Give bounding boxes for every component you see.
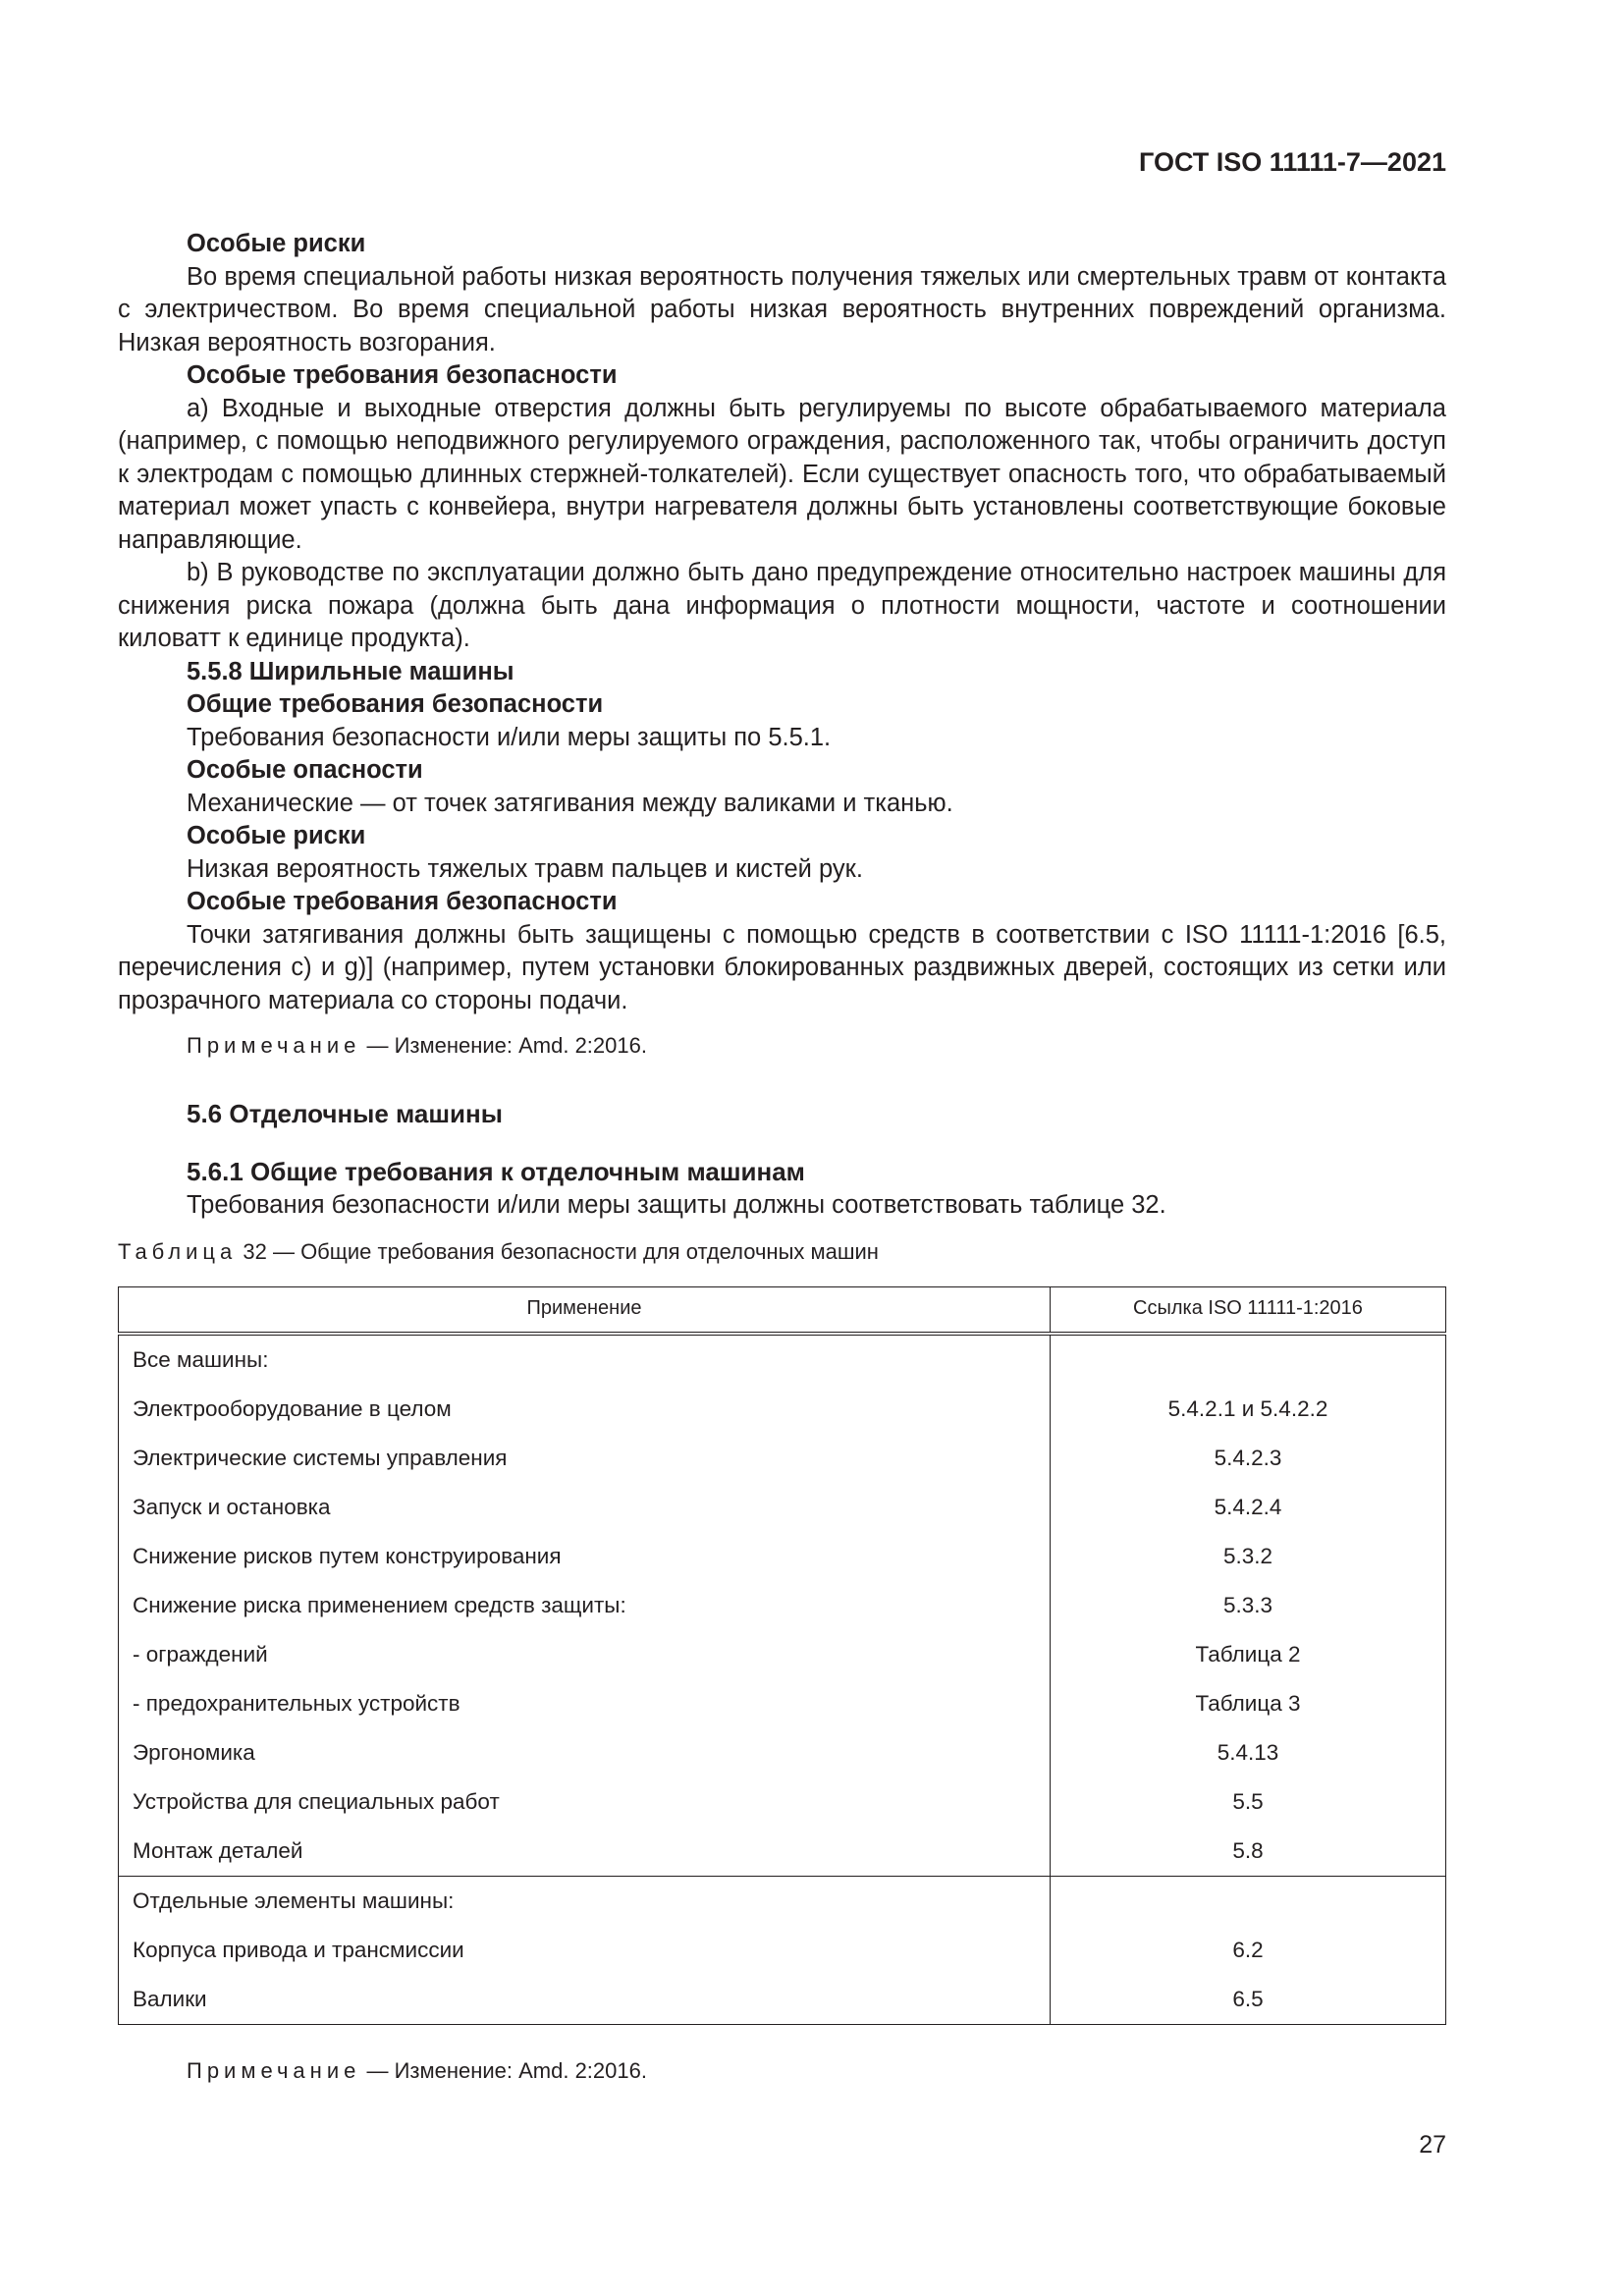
section-5-6-title: 5.6 Отделочные машины bbox=[187, 1098, 503, 1128]
table-row bbox=[119, 1876, 1446, 1926]
heading-safety-requirements: Особые требования безопасности bbox=[187, 361, 618, 389]
table-cell-reference: 5.4.2.3 bbox=[1051, 1434, 1446, 1483]
table-row bbox=[119, 1679, 1446, 1728]
section-5-6-1-title: 5.6.1 Общие требования к отделочным машинам bbox=[187, 1157, 805, 1186]
heading-special-risks-2: Особые риски bbox=[187, 822, 366, 849]
paragraph-special-hazards: Механические — от точек затягивания между валиками и тканью. bbox=[187, 789, 953, 817]
table-cell-reference: Таблица 3 bbox=[1051, 1679, 1446, 1728]
requirements-table bbox=[118, 1286, 1446, 2025]
table-cell-reference: 5.8 bbox=[1051, 1827, 1446, 1877]
table-row bbox=[119, 1728, 1446, 1777]
page-number: 27 bbox=[1419, 2131, 1446, 2159]
note-1-text: — Изменение: Amd. 2:2016. bbox=[360, 1033, 647, 1058]
paragraph-general-requirements: Требования безопасности и/или меры защиты по 5.5.1. bbox=[187, 723, 832, 751]
table-cell-application: Снижение риска применением средств защиты: bbox=[119, 1581, 1051, 1630]
table-cell-reference: 5.4.13 bbox=[1051, 1728, 1446, 1777]
table-cell-reference: 6.5 bbox=[1051, 1975, 1446, 2025]
table-cell-reference: 6.2 bbox=[1051, 1926, 1446, 1975]
table-row bbox=[119, 1777, 1446, 1827]
note-1-label: Примечание bbox=[187, 1033, 361, 1058]
table-cell-application: Валики bbox=[119, 1975, 1051, 2025]
heading-safety-requirements-2: Особые требования безопасности bbox=[187, 888, 618, 915]
table-row bbox=[119, 1483, 1446, 1532]
table-label: Таблица bbox=[118, 1239, 238, 1264]
paragraph-safety-requirements-2: Точки затягивания должны быть защищены с помощью средств в соответствии с ISO 11111-1:2016 [6.5, перечисления с) и g)] (например, путем установки блокированных раздвижных дверей, состоящих из сетки или прозрачного материала со стороны подачи. bbox=[118, 920, 1446, 1014]
paragraph-special-risks-2: Низкая вероятность тяжелых травм пальцев и кистей рук. bbox=[187, 854, 863, 883]
table-cell-application: - предохранительных устройств bbox=[119, 1679, 1051, 1728]
table-cell-reference bbox=[1051, 1876, 1446, 1926]
table-caption bbox=[118, 1235, 1446, 1269]
table-row bbox=[119, 1581, 1446, 1630]
table-row bbox=[119, 1532, 1446, 1581]
table-cell-reference bbox=[1051, 1334, 1446, 1385]
table-cell-application: Запуск и остановка bbox=[119, 1483, 1051, 1532]
table-row bbox=[119, 1385, 1446, 1434]
paragraph-item-a: а) Входные и выходные отверстия должны быть регулируемы по высоте обрабатываемого материала (например, с помощью неподвижного регулируемого ограждения, расположенного так, чтобы ограничить доступ к электродам с помощью длинных стержней-толкателей). Если существует опасность того, что обрабатываемый материал может упасть с конвейера, внутри нагревателя должны быть установлены соответствующие боковые направляющие. bbox=[118, 394, 1446, 554]
table-cell-reference: 5.4.2.1 и 5.4.2.2 bbox=[1051, 1385, 1446, 1434]
table-row bbox=[119, 1827, 1446, 1877]
section-5-5-8-title: 5.5.8 Ширильные машины bbox=[187, 657, 514, 685]
table-row bbox=[119, 1975, 1446, 2025]
page-content bbox=[118, 228, 1446, 2087]
table-cell-application: Монтаж деталей bbox=[119, 1827, 1051, 1877]
table-cell-application: Отдельные элементы машины: bbox=[119, 1876, 1051, 1926]
heading-special-risks: Особые риски bbox=[187, 230, 366, 257]
note-2 bbox=[118, 2054, 1446, 2088]
table-cell-application: - ограждений bbox=[119, 1630, 1051, 1679]
heading-special-hazards: Особые опасности bbox=[187, 756, 423, 784]
note-2-label: Примечание bbox=[187, 2057, 361, 2083]
table-cell-application: Снижение рисков путем конструирования bbox=[119, 1532, 1051, 1581]
table-cell-reference: 5.4.2.4 bbox=[1051, 1483, 1446, 1532]
table-row bbox=[119, 1630, 1446, 1679]
table-cell-reference: Таблица 2 bbox=[1051, 1630, 1446, 1679]
note-1 bbox=[118, 1029, 1446, 1063]
paragraph-special-risks: Во время специальной работы низкая вероятность получения тяжелых или смертельных травм от контакта с электричеством. Во время специальной работы низкая вероятность внутренних повреждений организма. Низкая вероятность возгорания. bbox=[118, 262, 1446, 356]
table-row bbox=[119, 1434, 1446, 1483]
table-row bbox=[119, 1926, 1446, 1975]
table-cell-reference: 5.3.2 bbox=[1051, 1532, 1446, 1581]
table-cell-application: Устройства для специальных работ bbox=[119, 1777, 1051, 1827]
table-cell-application: Эргономика bbox=[119, 1728, 1051, 1777]
table-header-reference: Ссылка ISO 11111-1:2016 bbox=[1051, 1286, 1446, 1334]
table-cell-application: Все машины: bbox=[119, 1334, 1051, 1385]
document-header: ГОСТ ISO 11111-7—2021 bbox=[1139, 147, 1446, 177]
table-cell-reference: 5.5 bbox=[1051, 1777, 1446, 1827]
heading-general-requirements: Общие требования безопасности bbox=[187, 690, 604, 718]
table-row bbox=[119, 1334, 1446, 1385]
table-cell-reference: 5.3.3 bbox=[1051, 1581, 1446, 1630]
table-cell-application: Корпуса привода и трансмиссии bbox=[119, 1926, 1051, 1975]
table-caption-text: 32 — Общие требования безопасности для отделочных машин bbox=[237, 1239, 879, 1264]
note-2-text: — Изменение: Amd. 2:2016. bbox=[360, 2057, 647, 2083]
table-header-application: Применение bbox=[119, 1286, 1051, 1334]
paragraph-item-b: b) В руководстве по эксплуатации должно быть дано предупреждение относительно настроек машины для снижения риска пожара (должна быть дана информация о плотности мощности, частоте и соотношении киловатт к единице продукта). bbox=[118, 559, 1446, 652]
table-cell-application: Электрооборудование в целом bbox=[119, 1385, 1051, 1434]
paragraph-5-6-1: Требования безопасности и/или меры защиты должны соответствовать таблице 32. bbox=[187, 1190, 1166, 1219]
table-cell-application: Электрические системы управления bbox=[119, 1434, 1051, 1483]
